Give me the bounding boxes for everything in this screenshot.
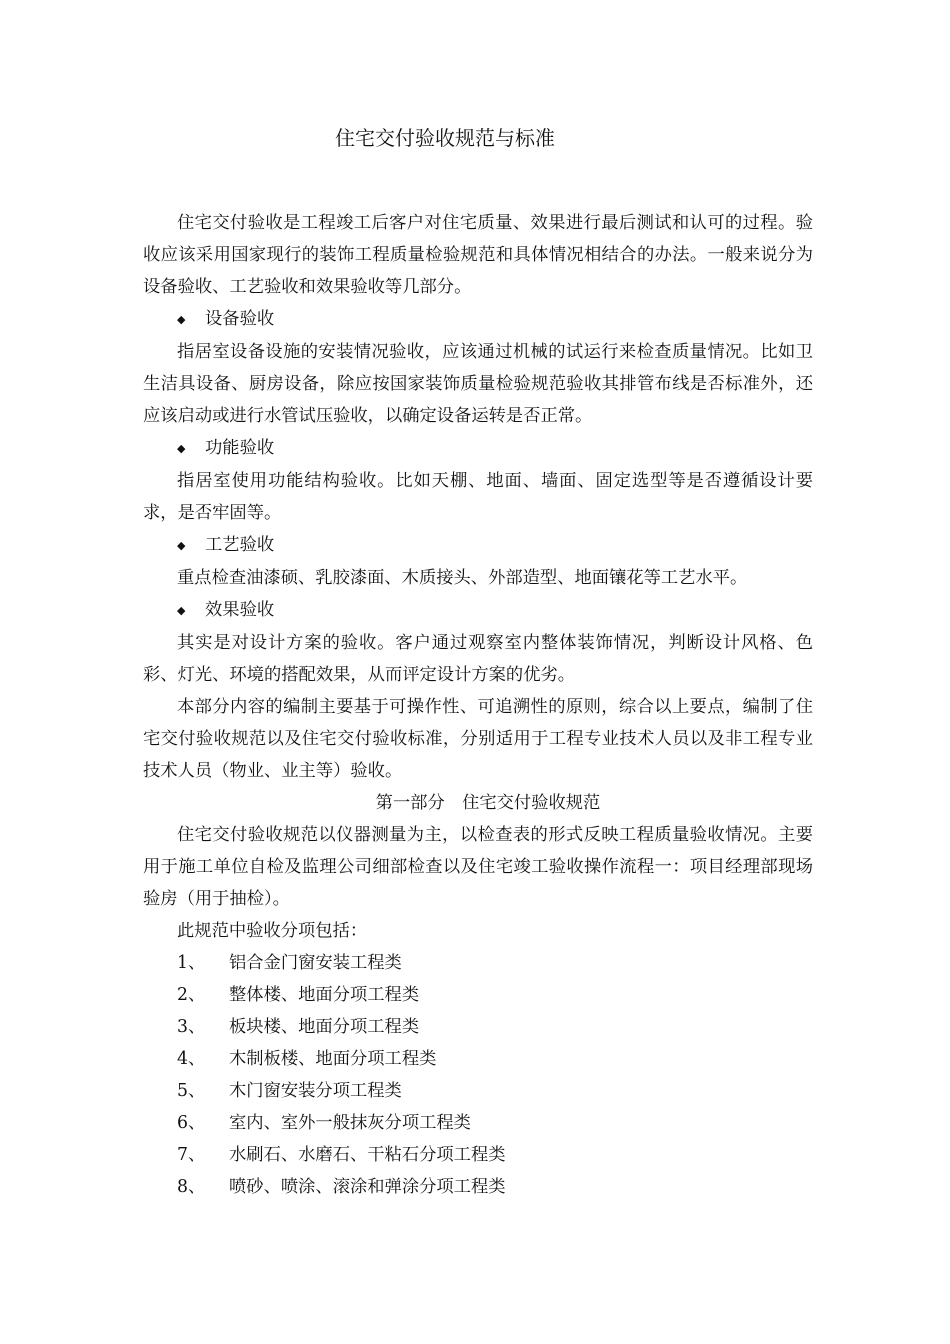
diamond-bullet-icon: ◆ xyxy=(177,604,186,617)
compilation-note-paragraph: 本部分内容的编制主要基于可操作性、可追溯性的原则，综合以上要点，编制了住宅交付验收规范以及住宅交付验收标准，分别适用于工程专业技术人员以及非工程专业技术人员（物业、业主等）验收。 xyxy=(143,697,813,781)
list-item-number: 8、 xyxy=(177,1177,206,1197)
section-heading-craft xyxy=(143,529,813,562)
list-intro: 此规范中验收分项包括： xyxy=(177,921,368,941)
list-item-text: 铝合金门窗安装工程类 xyxy=(229,953,402,973)
part-one-intro-paragraph: 住宅交付验收规范以仪器测量为主，以检查表的形式反映工程质量验收情况。主要用于施工单位自检及监理公司细部检查以及住宅竣工验收操作流程一：项目经理部现场验房（用于抽检）。 xyxy=(143,825,813,909)
section-heading-equipment xyxy=(143,303,813,336)
list-item-text: 木制板楼、地面分项工程类 xyxy=(229,1049,437,1069)
section-heading-effect xyxy=(143,594,813,627)
diamond-bullet-icon: ◆ xyxy=(177,539,186,552)
list-item-number: 2、 xyxy=(177,985,206,1005)
document-title: 住宅交付验收规范与标准 xyxy=(335,126,555,150)
list-item-number: 7、 xyxy=(177,1145,206,1165)
section-paragraph-effect: 其实是对设计方案的验收。客户通过观察室内整体装饰情况，判断设计风格、色彩、灯光、环境的搭配效果，从而评定设计方案的优劣。 xyxy=(143,633,813,685)
list-item-number: 3、 xyxy=(177,1017,206,1037)
section-paragraph-function: 指居室使用功能结构验收。比如天棚、地面、墙面、固定选型等是否遵循设计要求，是否牢固等。 xyxy=(143,471,813,523)
list-item-text: 室内、室外一般抹灰分项工程类 xyxy=(229,1113,471,1133)
list-item-number: 5、 xyxy=(177,1081,206,1101)
part-one-heading: 第一部分 住宅交付验收规范 xyxy=(375,793,601,813)
section-heading-label: 效果验收 xyxy=(205,600,275,620)
list-item xyxy=(143,947,813,979)
list-item xyxy=(143,979,813,1011)
list-item-text: 板块楼、地面分项工程类 xyxy=(229,1017,420,1037)
list-item xyxy=(143,1171,813,1203)
list-item xyxy=(143,1139,813,1171)
list-item-number: 1、 xyxy=(177,953,206,973)
list-item xyxy=(143,1107,813,1139)
document-body xyxy=(143,207,813,1203)
list-item-text: 水刷石、水磨石、干粘石分项工程类 xyxy=(229,1145,506,1165)
diamond-bullet-icon: ◆ xyxy=(177,313,186,326)
list-item-text: 喷砂、喷涂、滚涂和弹涂分项工程类 xyxy=(229,1177,506,1197)
section-heading-function xyxy=(143,432,813,465)
section-heading-label: 工艺验收 xyxy=(205,535,275,555)
list-item-number: 6、 xyxy=(177,1113,206,1133)
section-paragraph-equipment: 指居室设备设施的安装情况验收，应该通过机械的试运行来检查质量情况。比如卫生洁具设备、厨房设备，除应按国家装饰质量检验规范验收其排管布线是否标准外，还应该启动或进行水管试压验收，以确定设备运转是否正常。 xyxy=(143,342,813,426)
list-item xyxy=(143,1011,813,1043)
list-item xyxy=(143,1043,813,1075)
list-item-text: 整体楼、地面分项工程类 xyxy=(229,985,420,1005)
intro-paragraph: 住宅交付验收是工程竣工后客户对住宅质量、效果进行最后测试和认可的过程。验收应该采用国家现行的装饰工程质量检验规范和具体情况相结合的办法。一般来说分为设备验收、工艺验收和效果验收等几部分。 xyxy=(143,213,813,297)
section-paragraph-craft: 重点检查油漆硕、乳胶漆面、木质接头、外部造型、地面镶花等工艺水平。 xyxy=(177,568,748,588)
list-item-number: 4、 xyxy=(177,1049,206,1069)
list-item-text: 木门窗安装分项工程类 xyxy=(229,1081,402,1101)
section-heading-label: 功能验收 xyxy=(205,438,275,458)
section-heading-label: 设备验收 xyxy=(205,309,275,329)
diamond-bullet-icon: ◆ xyxy=(177,442,186,455)
list-item xyxy=(143,1075,813,1107)
